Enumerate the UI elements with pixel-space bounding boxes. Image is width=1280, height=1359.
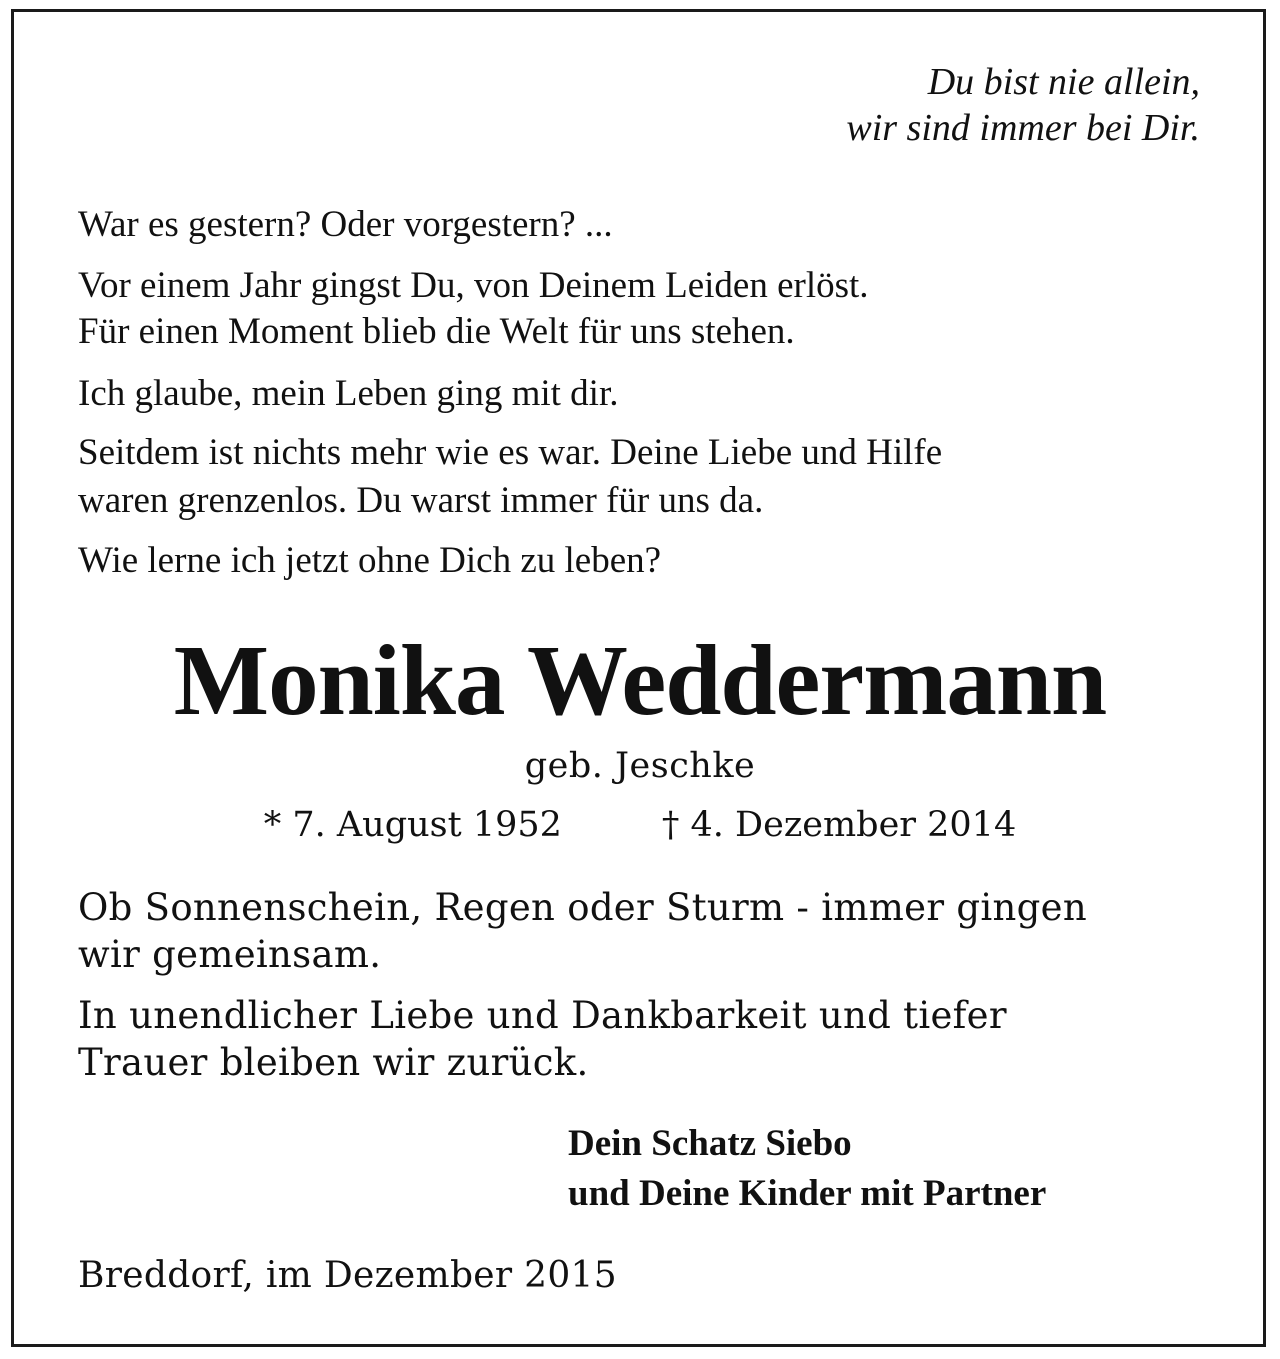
signature-line-2: und Deine Kinder mit Partner (568, 1173, 1047, 1214)
closing-line-2: wir gemeinsam. (78, 933, 382, 976)
motto-line-1: Du bist nie allein, (927, 61, 1200, 103)
closing-line-1: Ob Sonnenschein, Regen oder Sturm - immer gingen (78, 886, 1087, 929)
birth-name: geb. Jeschke (524, 746, 756, 786)
poem-line-4: Ich glaube, mein Leben ging mit dir. (78, 373, 619, 414)
closing-line-3: In unendlicher Liebe und Dankbarkeit und tiefer (78, 994, 1007, 1037)
poem-line-6: waren grenzenlos. Du warst immer für uns da. (78, 480, 764, 521)
poem-line-2: Vor einem Jahr gingst Du, von Deinem Leiden erlöst. (78, 265, 869, 306)
deceased-name: Monika Weddermann (173, 624, 1107, 736)
birth-date: * 7. August 1952 (263, 805, 562, 845)
death-date: † 4. Dezember 2014 (661, 805, 1017, 845)
place-date: Breddorf, im Dezember 2015 (78, 1255, 617, 1296)
motto-line-2: wir sind immer bei Dir. (846, 107, 1200, 149)
signature-line-1: Dein Schatz Siebo (568, 1123, 852, 1164)
poem-line-3: Für einen Moment blieb die Welt für uns stehen. (78, 311, 795, 352)
life-dates (0, 805, 1280, 845)
poem-line-7: Wie lerne ich jetzt ohne Dich zu leben? (78, 540, 662, 581)
poem-line-5: Seitdem ist nichts mehr wie es war. Deine Liebe und Hilfe (78, 432, 943, 473)
poem-line-1: War es gestern? Oder vorgestern? ... (78, 204, 613, 245)
closing-line-4: Trauer bleiben wir zurück. (78, 1041, 589, 1084)
